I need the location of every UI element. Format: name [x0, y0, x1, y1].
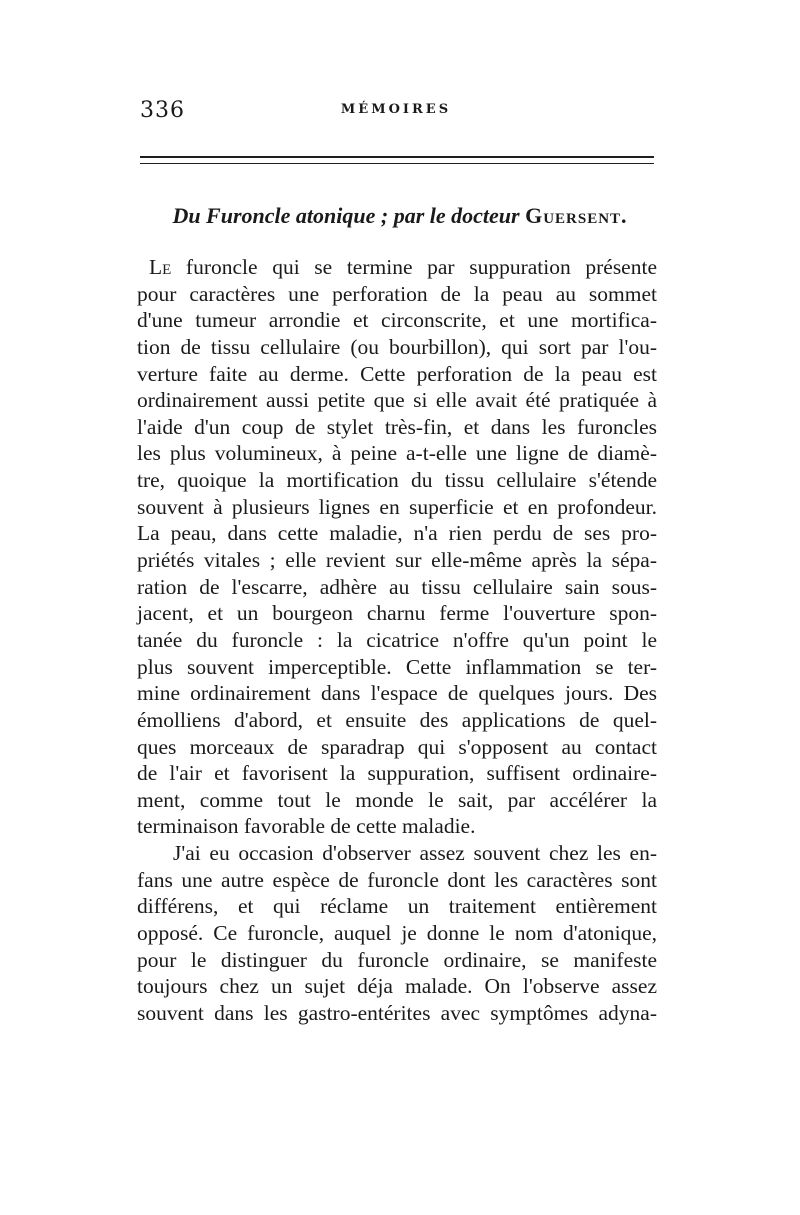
text-line: terminaison favorable de cette maladie. [137, 814, 476, 839]
text-line: jacent, et un bourgeon charnu ferme l'ouverture spon- [137, 601, 657, 626]
text-line: plus souvent imperceptible. Cette inflammation se ter- [137, 654, 657, 679]
text-line: ordinairement aussi petite que si elle avait été pratiquée à [137, 388, 657, 413]
text-line: verture faite au derme. Cette perforation de la peau est [137, 361, 657, 386]
text-line: toujours chez un sujet déja malade. On l'observe assez [137, 974, 657, 999]
text-line: ration de l'escarre, adhère au tissu cellulaire sain sous- [137, 574, 657, 599]
text-line: les plus volumineux, à peine a-t-elle une ligne de diamè- [137, 441, 657, 466]
text-line: d'une tumeur arrondie et circonscrite, et une mortifica- [137, 308, 657, 333]
text-line: La peau, dans cette maladie, n'a rien perdu de ses pro- [137, 521, 657, 546]
text-line: tion de tissu cellulaire (ou bourbillon), qui sort par l'ou- [137, 334, 657, 359]
header-rule-thick [140, 156, 654, 158]
text-line: tre, quoique la mortification du tissu cellulaire s'étende [137, 468, 657, 493]
text-line: différens, et qui réclame un traitement entièrement [137, 894, 657, 919]
title-author: Guersent. [525, 203, 628, 228]
text-line: fans une autre espèce de furoncle dont les caractères sont [137, 867, 657, 892]
text-line: souvent dans les gastro-entérites avec symptômes adyna- [137, 1000, 657, 1025]
text-line: mine ordinairement dans l'espace de quelques jours. Des [137, 681, 657, 706]
text-line [137, 254, 657, 281]
text-line: l'aide d'un coup de stylet très-fin, et dans les furoncles [137, 414, 657, 439]
running-head: MÉMOIRES [340, 102, 452, 117]
text-line: pour le distinguer du furoncle ordinaire, se manifeste [137, 947, 657, 972]
text-line: opposé. Ce furoncle, auquel je donne le nom d'atonique, [137, 921, 657, 946]
text-line: de l'air et favorisent la suppuration, suffisent ordinaire- [137, 761, 657, 786]
article-title [0, 203, 800, 229]
text-line: ment, comme tout le monde le sait, par accélérer la [137, 787, 657, 812]
paragraph-2 [137, 840, 657, 1026]
text-line: priétés vitales ; elle revient sur elle-même après la sépa- [137, 548, 657, 573]
paragraph-1 [137, 254, 657, 840]
line-text: furoncle qui se termine par suppuration présente [171, 255, 657, 279]
title-text: Du Furoncle atonique ; par le docteur [172, 203, 520, 228]
header-rule-thin [140, 163, 654, 164]
drop-cap: Le [149, 255, 172, 279]
text-line: J'ai eu occasion d'observer assez souvent chez les en- [173, 841, 657, 866]
text-line: ques morceaux de sparadrap qui s'opposent au contact [137, 734, 657, 759]
article-body [137, 254, 657, 1027]
page-header [140, 98, 652, 128]
page-number: 336 [140, 98, 185, 123]
text-line: tanée du furoncle : la cicatrice n'offre qu'un point le [137, 627, 657, 652]
text-line: souvent à plusieurs lignes en superficie et en profondeur. [137, 494, 657, 519]
text-line: pour caractères une perforation de la peau au sommet [137, 281, 657, 306]
text-line: émolliens d'abord, et ensuite des applications de quel- [137, 707, 657, 732]
